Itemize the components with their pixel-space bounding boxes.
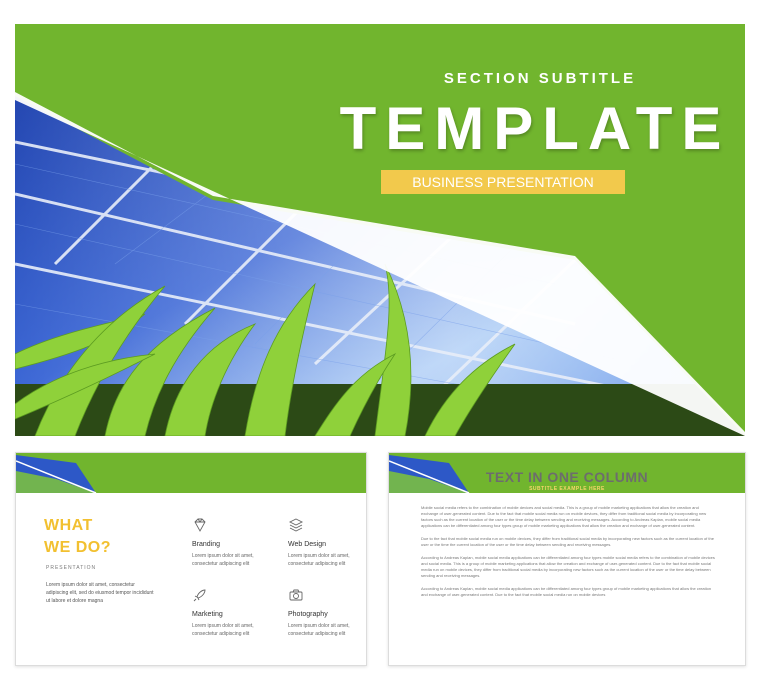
feature-web-design [288, 517, 367, 568]
feature-title: Photography [288, 611, 328, 618]
feature-text: Lorem ipsum dolor sit amet, consectetur adipiscing elit [288, 553, 350, 567]
what-body-text: Lorem ipsum dolor sit amet, consectetur adipiscing elit, sed do eiusmod tempor incididunt ut labore et dolore magna [46, 582, 154, 604]
paragraph: Due to the fact that mobile social media run on mobile devices, they differ from traditional social media by incorporating new factors such as the current location of the user or the time the current location of the user or the time delay between sending and receiving messages. [421, 536, 714, 547]
feature-title: Branding [192, 541, 221, 548]
what-we-do-slide[interactable] [15, 452, 367, 666]
feature-title: Web Design [288, 541, 327, 548]
diamond-icon [192, 517, 208, 533]
column-title: TEXT IN ONE COLUMN [485, 469, 649, 485]
paragraph: According to Andreas Kaplan, mobile social media applications can be differentiated among four types group of mobile marketing applications that allow the creation and exchange of user-generated content. Due to the fact that mobile social media run on mobile devices [421, 586, 712, 597]
feature-text: Lorem ipsum dolor sit amet, consectetur adipiscing elit [192, 623, 254, 637]
column-body [421, 505, 717, 605]
what-we-do-heading [44, 515, 111, 559]
what-subheading: PRESENTATION [46, 565, 97, 571]
paragraph: Mobile social media refers to the combination of mobile devices and social media. This is a group of mobile marketing applications that allow the creation and exchange of user-generated content. Due to the fact that mobile social media run on mobile devices, they differ from traditional social media by incorporating new factors such as the current location of the user or the time delay between sending and receiving messages. According to Andreas Kaplan, mobile social media applications can be differentiated among four types group of mobile marketing applications that allow the creation and exchange of user-generated content. [421, 505, 707, 528]
feature-text: Lorem ipsum dolor sit amet, consectetur adipiscing elit [288, 623, 350, 637]
feature-branding [192, 517, 272, 568]
feature-text: Lorem ipsum dolor sit amet, consectetur adipiscing elit [192, 553, 254, 567]
feature-photography [288, 587, 367, 638]
column-subtitle: SUBTITLE EXAMPLE HERE [529, 486, 605, 492]
hero-slide[interactable] [15, 24, 745, 436]
mini-header-image [16, 453, 366, 493]
slide-title: TEMPLATE [339, 95, 731, 162]
camera-icon [288, 587, 304, 603]
paragraph: According to Andreas Kaplan, mobile social media applications can be differentiated among four types mobile social media refers to the combination of mobile devices and social media. This is a group of mobile marketing applications that allow the creation and exchange of user-generated content. Due to the fact that mobile social media run on mobile devices, they differ from traditional social media by incorporating new factors such as the current location of the user or the time delay between sending and receiving messages. [421, 555, 715, 578]
business-presentation-badge: BUSINESS PRESENTATION [381, 170, 625, 194]
heading-line-1: WHAT [44, 517, 93, 534]
feature-marketing [192, 587, 272, 638]
section-subtitle: SECTION SUBTITLE [443, 70, 637, 87]
layers-icon [288, 517, 304, 533]
heading-line-2: WE DO? [44, 539, 111, 556]
rocket-icon [192, 587, 208, 603]
feature-title: Marketing [192, 611, 223, 618]
text-one-column-slide[interactable] [388, 452, 746, 666]
